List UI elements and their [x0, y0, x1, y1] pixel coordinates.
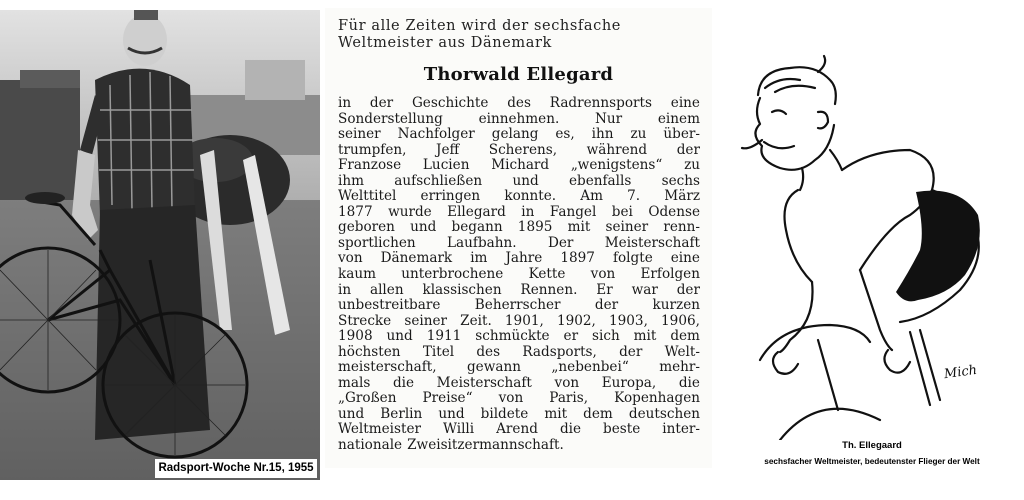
article-word: Sonderstellung: [338, 110, 443, 127]
article-line: [338, 407, 700, 423]
caricature-subtitle: sechsfacher Weltmeister, bedeutenster Flieger der Welt: [764, 457, 980, 466]
article-line: [338, 438, 700, 454]
article-word: Geschichte: [411, 95, 489, 111]
article-word: der: [676, 281, 700, 298]
article-word: Lucien: [422, 157, 470, 174]
article-word: Kopenhagen: [614, 390, 700, 407]
article-line: [338, 376, 700, 392]
article-word: Franzose: [338, 157, 402, 174]
article-word: „wenigstens“: [570, 157, 663, 174]
article-word: es,: [555, 126, 575, 143]
article-word: gelang: [491, 126, 539, 143]
article-line: [338, 236, 700, 252]
article-word: bei: [611, 203, 633, 220]
article-word: dem: [670, 328, 700, 345]
article-line: [338, 158, 700, 174]
article-word: unbestreitbare: [338, 297, 441, 314]
article-word: Titel: [422, 343, 455, 360]
article-word: im: [470, 250, 488, 267]
article-word: von: [590, 266, 616, 283]
artist-signature: Mich: [943, 362, 979, 383]
article-word: Beherrscher: [474, 297, 561, 314]
article-word: ebenfalls: [568, 172, 632, 189]
cyclist-photo: [0, 0, 322, 500]
article-word: 1901,: [504, 312, 544, 329]
article-line: [338, 96, 700, 112]
article-word: Willi: [442, 421, 475, 438]
article-word: in: [521, 203, 535, 220]
article-word: 1895: [517, 219, 553, 236]
article-word: Laufbahn.: [447, 234, 517, 251]
article-word: in: [338, 281, 352, 298]
caricature-drawing: [720, 0, 1024, 440]
article-word: geboren: [338, 219, 395, 236]
article-word: Preise“: [422, 390, 473, 407]
article-word: gewann: [466, 359, 521, 376]
article-word: Kette: [528, 266, 566, 283]
article-word: der: [369, 95, 394, 111]
article-word: einem: [657, 110, 700, 127]
article-word: Scherens,: [488, 141, 558, 158]
cyclist-photo-image: [0, 0, 322, 500]
article-word: Am: [580, 188, 603, 205]
article-word: Berlin: [380, 405, 423, 422]
article-word: war: [631, 281, 658, 298]
article-word: seiner: [338, 126, 381, 143]
caricature-title: Th. Ellegaard: [842, 440, 902, 451]
article-word: Welttitel: [338, 188, 397, 205]
article-word: und: [438, 405, 465, 422]
article-word: Der: [547, 234, 574, 251]
article-word: Erfolgen: [640, 266, 700, 283]
article-word: Radrennsports: [549, 95, 652, 111]
article-line: [338, 112, 700, 128]
article-word: sechs: [661, 172, 700, 189]
article-word: der: [619, 343, 643, 360]
article-word: kaum: [338, 266, 376, 283]
article-word: 1902,: [556, 312, 596, 329]
article-word: des: [507, 95, 531, 111]
article-word: mals: [338, 374, 371, 391]
article-kicker: [338, 18, 698, 52]
article-line: [338, 205, 700, 221]
article-line: [338, 143, 700, 159]
article-word: Weltmeister: [338, 421, 421, 438]
article-word: konnte.: [504, 188, 557, 205]
article-word: 1906,: [661, 312, 700, 329]
article-word: eine: [670, 95, 700, 111]
article-word: der: [676, 141, 700, 158]
article-line: [338, 267, 700, 283]
caricature: [720, 0, 1024, 500]
photo-source-caption: Radsport-Woche Nr.15, 1955: [155, 459, 317, 478]
article-line: [338, 298, 700, 314]
article-word: trumpfen,: [338, 141, 407, 158]
article-word: 1911: [426, 328, 462, 345]
article-word: höchsten: [338, 343, 401, 360]
article-word: bildete: [480, 405, 529, 422]
article-word: Odense: [648, 203, 700, 220]
article-word: deutschen: [628, 405, 700, 422]
article-word: Nur: [595, 110, 623, 127]
article-word: klassischen: [422, 281, 502, 298]
article-word: ihn: [591, 126, 614, 143]
article-line: [338, 127, 700, 143]
article-word: über-: [663, 126, 700, 143]
article-word: unterbrochene: [401, 266, 504, 283]
kicker-line: Für alle Zeiten wird der sechsfache: [338, 18, 621, 34]
article-word: Zeit.: [460, 312, 492, 329]
article-word: Paris,: [549, 390, 589, 407]
article-word: beste: [603, 421, 641, 438]
article-word: Er: [596, 281, 613, 298]
article-word: und: [410, 219, 437, 236]
article-word: Arend: [496, 421, 538, 438]
kicker-line: Weltmeister aus Dänemark: [338, 35, 552, 51]
article-word: die: [392, 374, 415, 391]
article-word: von: [554, 374, 580, 391]
article-word: zu: [684, 157, 700, 174]
article-headline: Thorwald Ellegard: [423, 64, 614, 85]
article-word: während: [586, 141, 648, 158]
article-line: [338, 251, 700, 267]
article-word: 7.: [627, 188, 641, 205]
article-word: Jahre: [505, 250, 543, 267]
article-word: eine: [670, 250, 700, 267]
article-word: und: [338, 405, 365, 422]
article-word: kurzen: [652, 297, 700, 314]
article-line: [338, 283, 700, 299]
article-word: März: [664, 188, 700, 205]
article-line: [338, 360, 700, 376]
article-word: „Großen: [338, 390, 397, 407]
article-word: mit: [567, 219, 591, 236]
article-word: renn-: [663, 219, 700, 236]
article-word: wurde: [388, 203, 432, 220]
article-word: sportlichen: [338, 234, 416, 251]
article-line: [338, 422, 700, 438]
article-word: Strecke: [338, 312, 392, 329]
article-word: seiner: [605, 219, 649, 236]
article-word: mehr-: [659, 359, 700, 376]
article-word: ihm: [338, 172, 364, 189]
article-word: des: [476, 343, 501, 360]
article-line: [338, 345, 700, 361]
newspaper-article: [325, 8, 712, 468]
article-word: schmückte: [475, 328, 550, 345]
article-word: Nachfolger: [397, 126, 475, 143]
article-word: aufschließen: [394, 172, 483, 189]
article-word: und: [512, 172, 539, 189]
article-word: begann: [451, 219, 503, 236]
article-word: Meisterschaft: [436, 374, 532, 391]
article-word: allen: [369, 281, 404, 298]
article-line: [338, 329, 700, 345]
article-line: [338, 391, 700, 407]
article-word: mit: [633, 328, 657, 345]
article-word: die: [678, 374, 700, 391]
article-word: Dänemark: [380, 250, 453, 267]
article-word: er: [563, 328, 579, 345]
article-word: Welt-: [664, 343, 700, 360]
article-word: und: [386, 328, 413, 345]
article-word: in: [338, 95, 352, 111]
article-word: sich: [592, 328, 620, 345]
article-word: „nebenbei“: [551, 359, 629, 376]
article-line: [338, 220, 700, 236]
article-word: 1908: [338, 328, 373, 345]
article-word: seiner: [404, 312, 448, 329]
article-word: folgte: [612, 250, 653, 267]
article-word: die: [559, 421, 582, 438]
article-word: Europa,: [601, 374, 657, 391]
article-word: 1903,: [608, 312, 648, 329]
article-body: [338, 96, 700, 454]
article-word: der: [594, 297, 619, 314]
article-word: 1897: [560, 250, 595, 267]
article-word: Jeff: [436, 141, 460, 158]
article-word: einnehmen.: [478, 110, 560, 127]
article-word: 1877: [338, 203, 373, 220]
article-word: erringen: [420, 188, 481, 205]
article-word: Fangel: [549, 203, 597, 220]
article-word: meisterschaft,: [338, 359, 437, 376]
article-word: inter-: [662, 421, 700, 438]
article-word: dem: [583, 405, 613, 422]
article-word: Ellegard: [447, 203, 506, 220]
article-word: Meisterschaft: [604, 234, 700, 251]
article-word: Rennen.: [520, 281, 578, 298]
article-line: [338, 189, 700, 205]
article-word: Michard: [491, 157, 550, 174]
article-line: [338, 314, 700, 330]
article-word: nationale: [338, 437, 403, 454]
article-word: mit: [544, 405, 568, 422]
article-word: Zweisitzermannschaft.: [407, 437, 564, 454]
article-word: von: [338, 250, 363, 267]
article-line: [338, 174, 700, 190]
article-word: zu: [630, 126, 647, 143]
article-word: Radsports,: [522, 343, 597, 360]
article-word: von: [498, 390, 524, 407]
